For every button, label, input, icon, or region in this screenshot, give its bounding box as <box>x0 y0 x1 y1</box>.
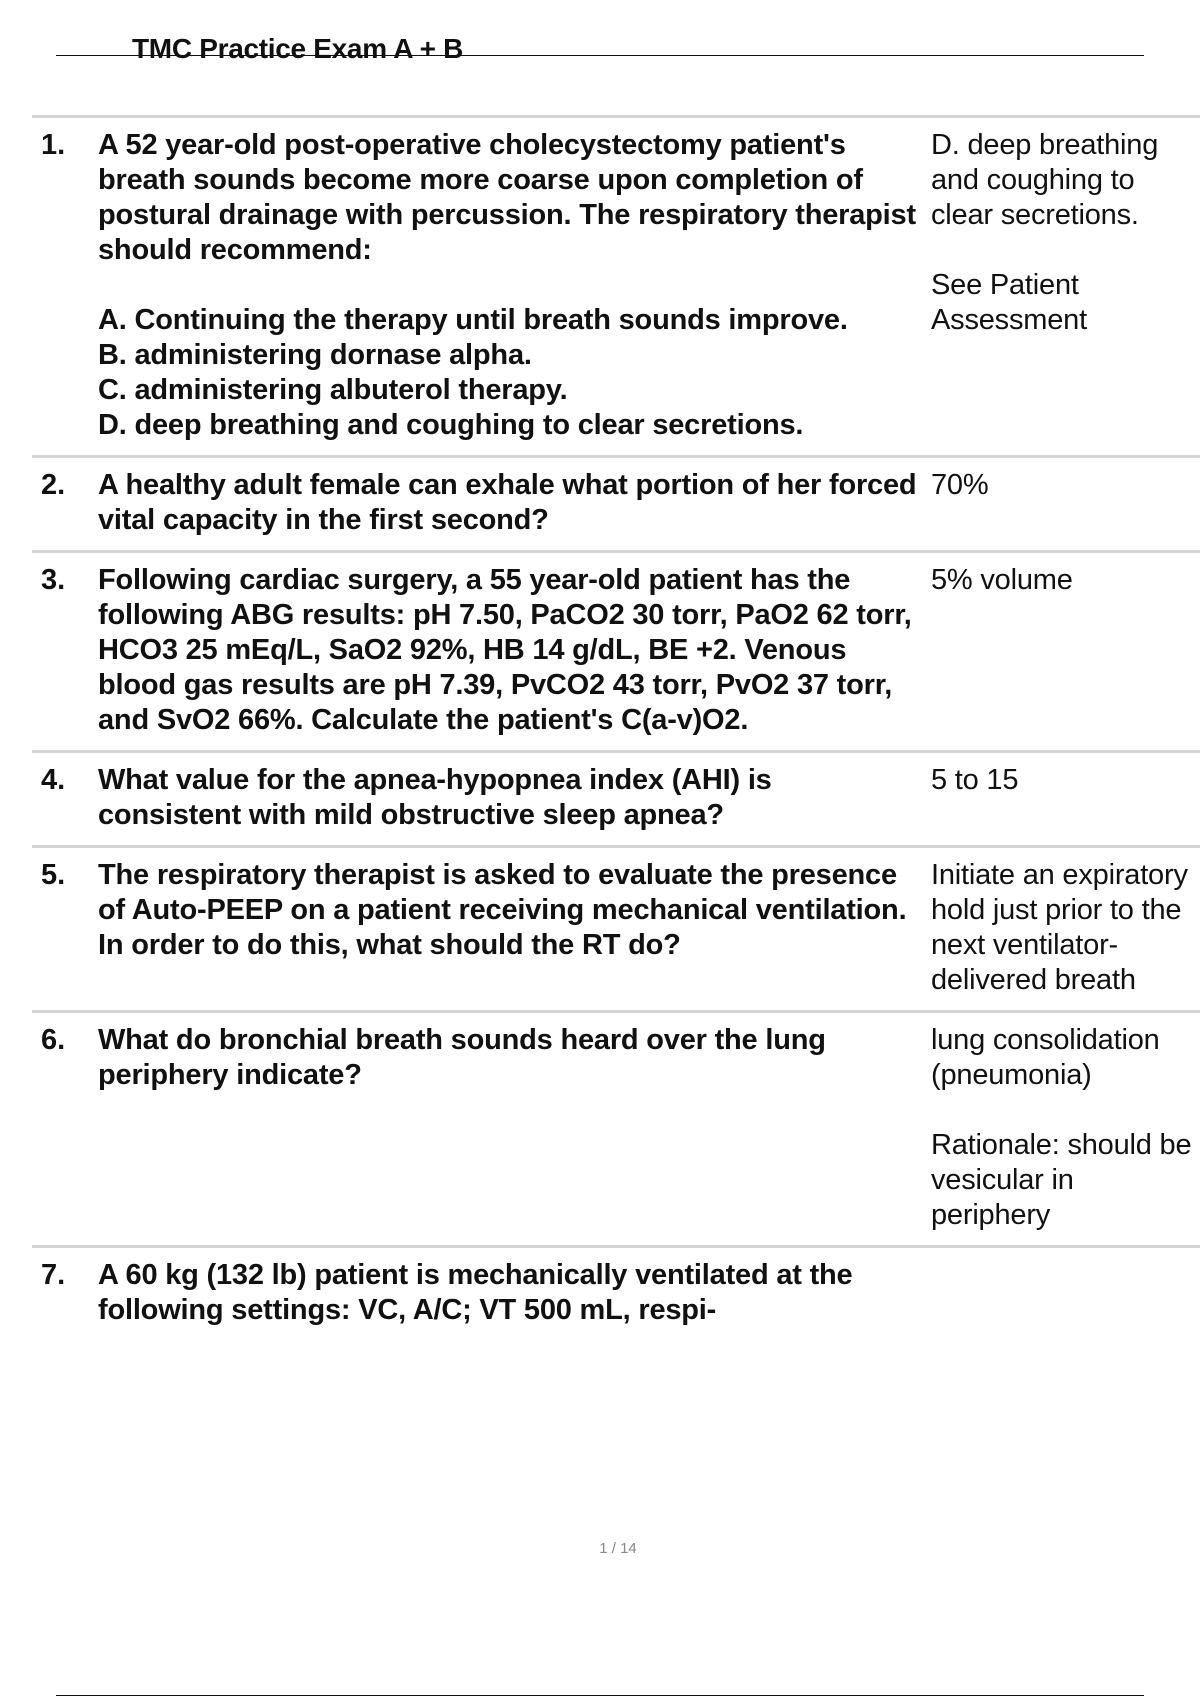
question-row-7 <box>32 1245 1200 1340</box>
question-text: A healthy adult female can exhale what portion of her forced vital capacity in the first second? <box>98 469 917 536</box>
question-number: 5. <box>41 859 66 891</box>
question-body <box>98 858 922 998</box>
option-d: D. deep breathing and coughing to clear secretions. <box>98 409 804 441</box>
answer-note: Rationale: should be vesicular in periphery <box>931 1129 1192 1231</box>
question-text: A 52 year-old post-operative cholecystectomy patient's breath sounds become more coarse upon completion of postural drainage with percussion. The respiratory therapist should recommend: <box>98 129 916 266</box>
answer-text: Initiate an expiratory hold just prior to the next ventilator-delivered breath <box>931 859 1188 996</box>
question-number: 7. <box>41 1259 66 1291</box>
answer-note: See Patient Assessment <box>931 269 1087 336</box>
option-b: B. administering dornase alpha. <box>98 339 532 371</box>
question-number: 2. <box>41 469 66 501</box>
option-a: A. Continuing the therapy until breath sounds improve. <box>98 304 848 336</box>
question-row-6 <box>32 1010 1200 1245</box>
question-text: What value for the apnea-hypopnea index (AHI) is consistent with mild obstructive sleep apnea? <box>98 764 772 831</box>
page-header <box>56 32 1144 64</box>
answer-column <box>922 763 1200 833</box>
question-row-5 <box>32 845 1200 1010</box>
question-row-4 <box>32 750 1200 845</box>
question-text: Following cardiac surgery, a 55 year-old patient has the following ABG results: pH 7.50, PaCO2 30 torr, PaO2 62 torr, HCO3 25 mEq/L, SaO2 92%, HB 14 g/dL, BE +2. Venous blood gas results are pH 7.39, PvCO2 43 torr, PvO2 37 torr, and SvO2 66%. Calculate the patient's C(a-v)O2. <box>98 564 912 736</box>
question-text: What do bronchial breath sounds heard over the lung periphery indicate? <box>98 1024 826 1091</box>
question-body <box>98 128 922 443</box>
question-body <box>98 1023 922 1233</box>
page-number: 1 / 14 <box>599 1540 637 1557</box>
answer-column <box>922 468 1200 538</box>
answer-column <box>922 563 1200 738</box>
question-text: The respiratory therapist is asked to evaluate the presence of Auto-PEEP on a patient receiving mechanical ventilation. In order to do this, what should the RT do? <box>98 859 907 961</box>
question-row-1 <box>32 115 1200 455</box>
answer-text: D. deep breathing and coughing to clear secretions. <box>931 129 1159 231</box>
question-body <box>98 468 922 538</box>
question-row-2 <box>32 455 1200 550</box>
answer-text: 5% volume <box>931 564 1073 596</box>
document-title: TMC Practice Exam A + B <box>132 33 464 64</box>
answer-text: 5 to 15 <box>931 764 1019 796</box>
footer-rule <box>56 1695 1144 1696</box>
answer-column <box>922 1023 1200 1233</box>
answer-options <box>98 303 922 443</box>
question-body <box>98 763 922 833</box>
question-number: 1. <box>41 129 66 161</box>
question-number: 4. <box>41 764 66 796</box>
answer-text: lung consolidation (pneumonia) <box>931 1024 1160 1091</box>
answer-column <box>922 858 1200 998</box>
question-number: 3. <box>41 564 66 596</box>
question-body <box>98 563 922 738</box>
option-c: C. administering albuterol therapy. <box>98 374 568 406</box>
question-number: 6. <box>41 1024 66 1056</box>
question-row-3 <box>32 550 1200 750</box>
answer-column <box>922 1258 1200 1328</box>
answer-column <box>922 128 1200 443</box>
question-body <box>98 1258 922 1328</box>
answer-text: 70% <box>931 469 989 501</box>
question-text: A 60 kg (132 lb) patient is mechanically ventilated at the following settings: VC, A/C; VT 500 mL, respi- <box>98 1259 853 1326</box>
question-list <box>32 115 1200 1340</box>
